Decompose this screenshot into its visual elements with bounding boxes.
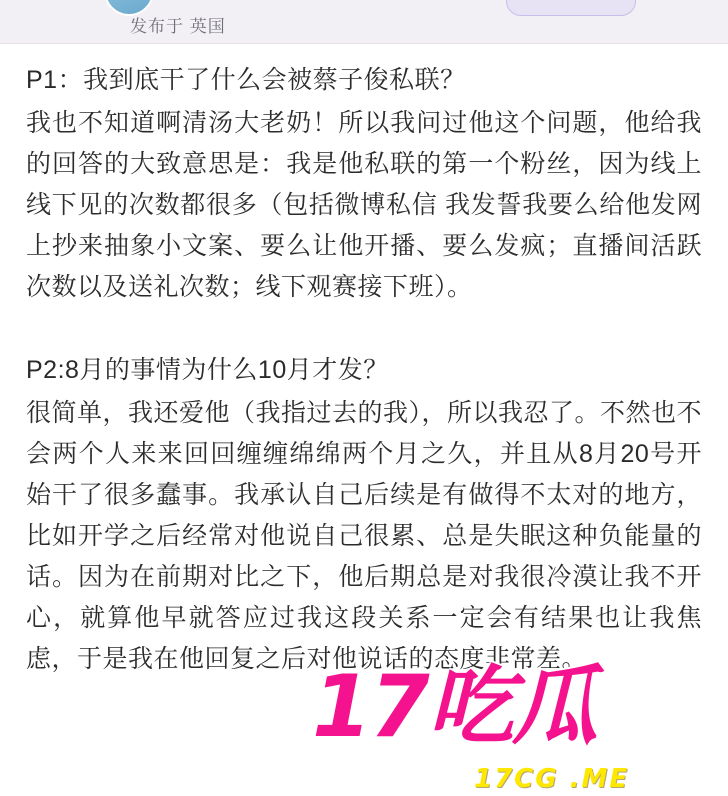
- follow-button[interactable]: [506, 0, 636, 16]
- section-1-body: 我也不知道啊清汤大老奶！所以我问过他这个问题，他给我的回答的大致意思是：我是他私联的第一个粉丝，因为线上线下见的次数都很多（包括微博私信 我发誓我要么给他发网上抄来抽象小文案、要么让他开播、要么发疯；直播间活跃次数以及送礼次数；线下观赛接下班）。: [26, 109, 702, 301]
- section-2-body: 很简单，我还爱他（我指过去的我），所以我忍了。不然也不会两个人来来回回缠缠绵绵两个月之久，并且从8月20号开始干了很多蠢事。我承认自己后续是有做得不太对的地方，比如开学之后经常对他说自己很累、总是失眠这种负能量的话。因为在前期对比之下，他后期总是对我很冷漠让我不开心，就算他早就答应过我这段关系一定会有结果也让我焦虑，于是我在他回复之后对他说话的态度非常差。: [26, 399, 703, 673]
- post-header-strip: [0, 0, 728, 44]
- watermark-sub-text: 17CG .ME: [474, 764, 630, 794]
- section-1-heading: P1：我到底干了什么会被蔡子俊私联？: [26, 66, 466, 94]
- watermark-main-text: 17吃瓜: [312, 657, 596, 757]
- post-meta-location: 发布于 英国: [130, 17, 226, 36]
- post-content: [0, 44, 728, 796]
- section-2-heading: P2:8月的事情为什么10月才发？: [26, 356, 389, 384]
- paragraph-spacer: [26, 308, 702, 350]
